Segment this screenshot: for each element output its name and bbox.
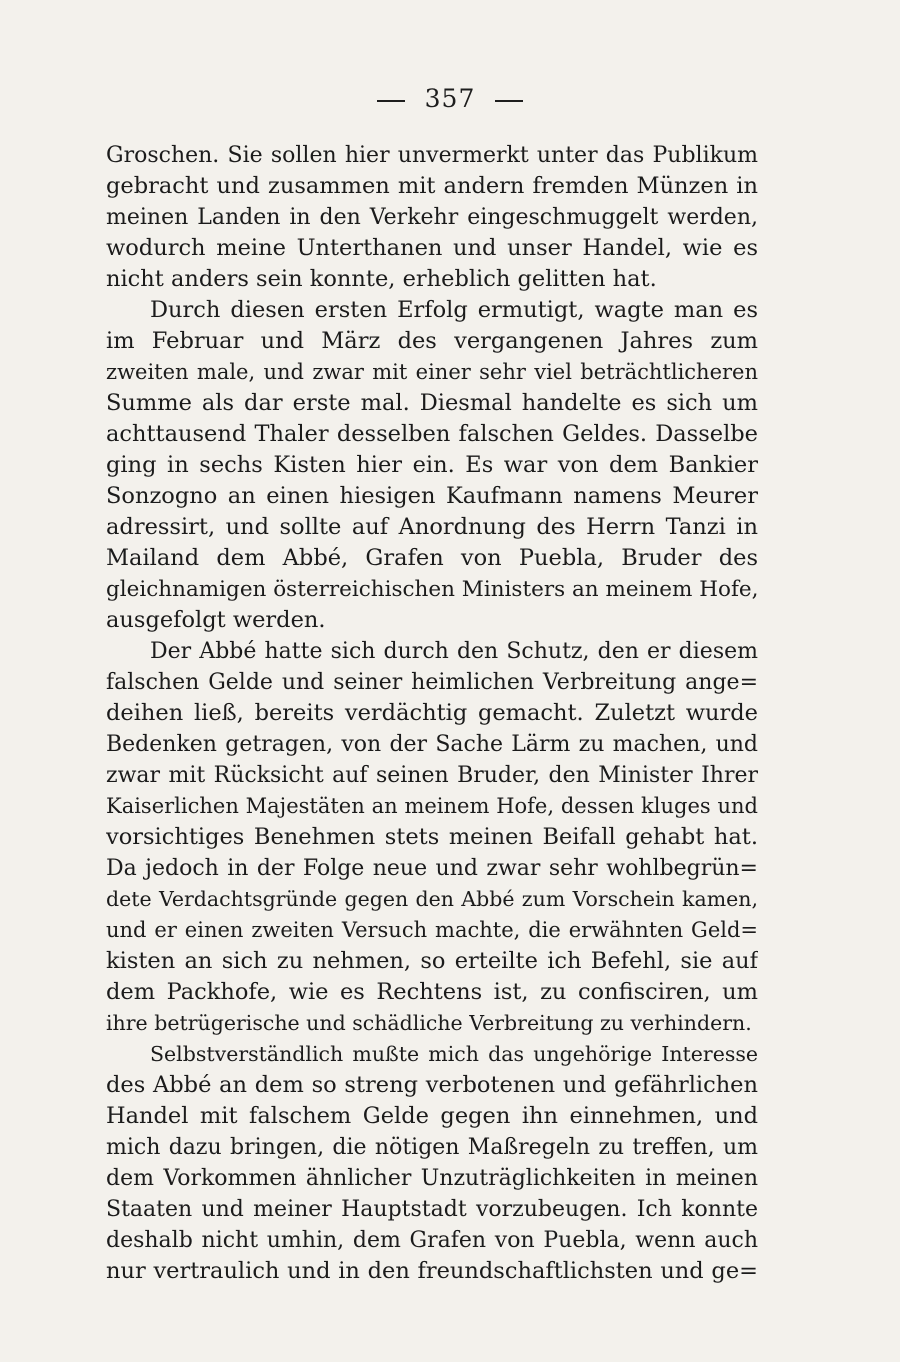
header-dash-right [495, 100, 523, 102]
text-line: ging in sechs Kisten hier ein. Es war von dem Bankier [106, 452, 758, 478]
text-line: falschen Gelde und seiner heimlichen Verbreitung ange= [106, 670, 758, 695]
text-line: Da jedoch in der Folge neue und zwar sehr wohlbegrün= [106, 856, 758, 881]
text-line: mich dazu bringen, die nötigen Maßregeln zu treffen, um [106, 1135, 758, 1160]
text-line: meinen Landen in den Verkehr eingeschmuggelt werden, [106, 205, 758, 230]
text-line: dem Packhofe, wie es Rechtens ist, zu confisciren, um [106, 979, 758, 1005]
text-line: wodurch meine Unterthanen und unser Handel, wie es [106, 235, 758, 261]
text-line: nicht anders sein konnte, erheblich gelitten hat. [106, 266, 657, 292]
text-line: ausgefolgt werden. [106, 607, 326, 633]
text-line: Bedenken getragen, von der Sache Lärm zu machen, und [106, 732, 758, 757]
text-line: Mailand dem Abbé, Grafen von Puebla, Bruder des [106, 545, 758, 571]
text-line: Der Abbé hatte sich durch den Schutz, den er diesem [150, 639, 758, 664]
page-header [0, 84, 900, 113]
text-line: kisten an sich zu nehmen, so erteilte ich Befehl, sie auf [106, 948, 758, 974]
text-line: adressirt, und sollte auf Anordnung des Herrn Tanzi in [106, 514, 758, 540]
text-line: deshalb nicht umhin, dem Grafen von Puebla, wenn auch [106, 1228, 758, 1253]
text-line: vorsichtiges Benehmen stets meinen Beifall gehabt hat. [106, 824, 758, 850]
text-line: Selbstverständlich mußte mich das ungehörige Interesse [150, 1042, 758, 1066]
text-line: nur vertraulich und in den freundschaftlichsten und ge= [106, 1258, 758, 1284]
text-line: Durch diesen ersten Erfolg ermutigt, wagte man es [150, 297, 758, 323]
text-line: gebracht und zusammen mit andern fremden Münzen in [106, 173, 758, 199]
text-line: dete Verdachtsgründe gegen den Abbé zum Vorschein kamen, [106, 887, 758, 911]
text-line: gleichnamigen österreichischen Ministers an meinem Hofe, [106, 577, 758, 602]
page-number: 357 [424, 84, 476, 113]
text-line: Handel mit falschem Gelde gegen ihn einnehmen, und [106, 1103, 758, 1129]
header-dash-left [377, 100, 405, 102]
text-line: deihen ließ, bereits verdächtig gemacht. Zuletzt wurde [106, 700, 758, 726]
text-line: Staaten und meiner Hauptstadt vorzubeugen. Ich konnte [106, 1197, 758, 1222]
text-line: zwar mit Rücksicht auf seinen Bruder, den Minister Ihrer [106, 763, 758, 788]
text-line: im Februar und März des vergangenen Jahres zum [106, 328, 758, 354]
text-line: Kaiserlichen Majestäten an meinem Hofe, dessen kluges und [106, 794, 758, 818]
text-line: zweiten male, und zwar mit einer sehr viel beträchtlicheren [106, 360, 758, 384]
text-line: dem Vorkommen ähnlicher Unzuträglichkeiten in meinen [106, 1166, 758, 1191]
text-line: achttausend Thaler desselben falschen Geldes. Dasselbe [106, 421, 758, 447]
text-line: Summe als dar erste mal. Diesmal handelte es sich um [106, 390, 758, 416]
text-line: Groschen. Sie sollen hier unvermerkt unter das Publikum [106, 143, 758, 168]
text-line: des Abbé an dem so streng verbotenen und gefährlichen [106, 1072, 758, 1098]
text-line: und er einen zweiten Versuch machte, die erwähnten Geld= [106, 918, 758, 942]
text-line: Sonzogno an einen hiesigen Kaufmann namens Meurer [106, 483, 758, 509]
text-line: ihre betrügerische und schädliche Verbreitung zu verhindern. [106, 1011, 752, 1035]
body-text [106, 140, 758, 1287]
